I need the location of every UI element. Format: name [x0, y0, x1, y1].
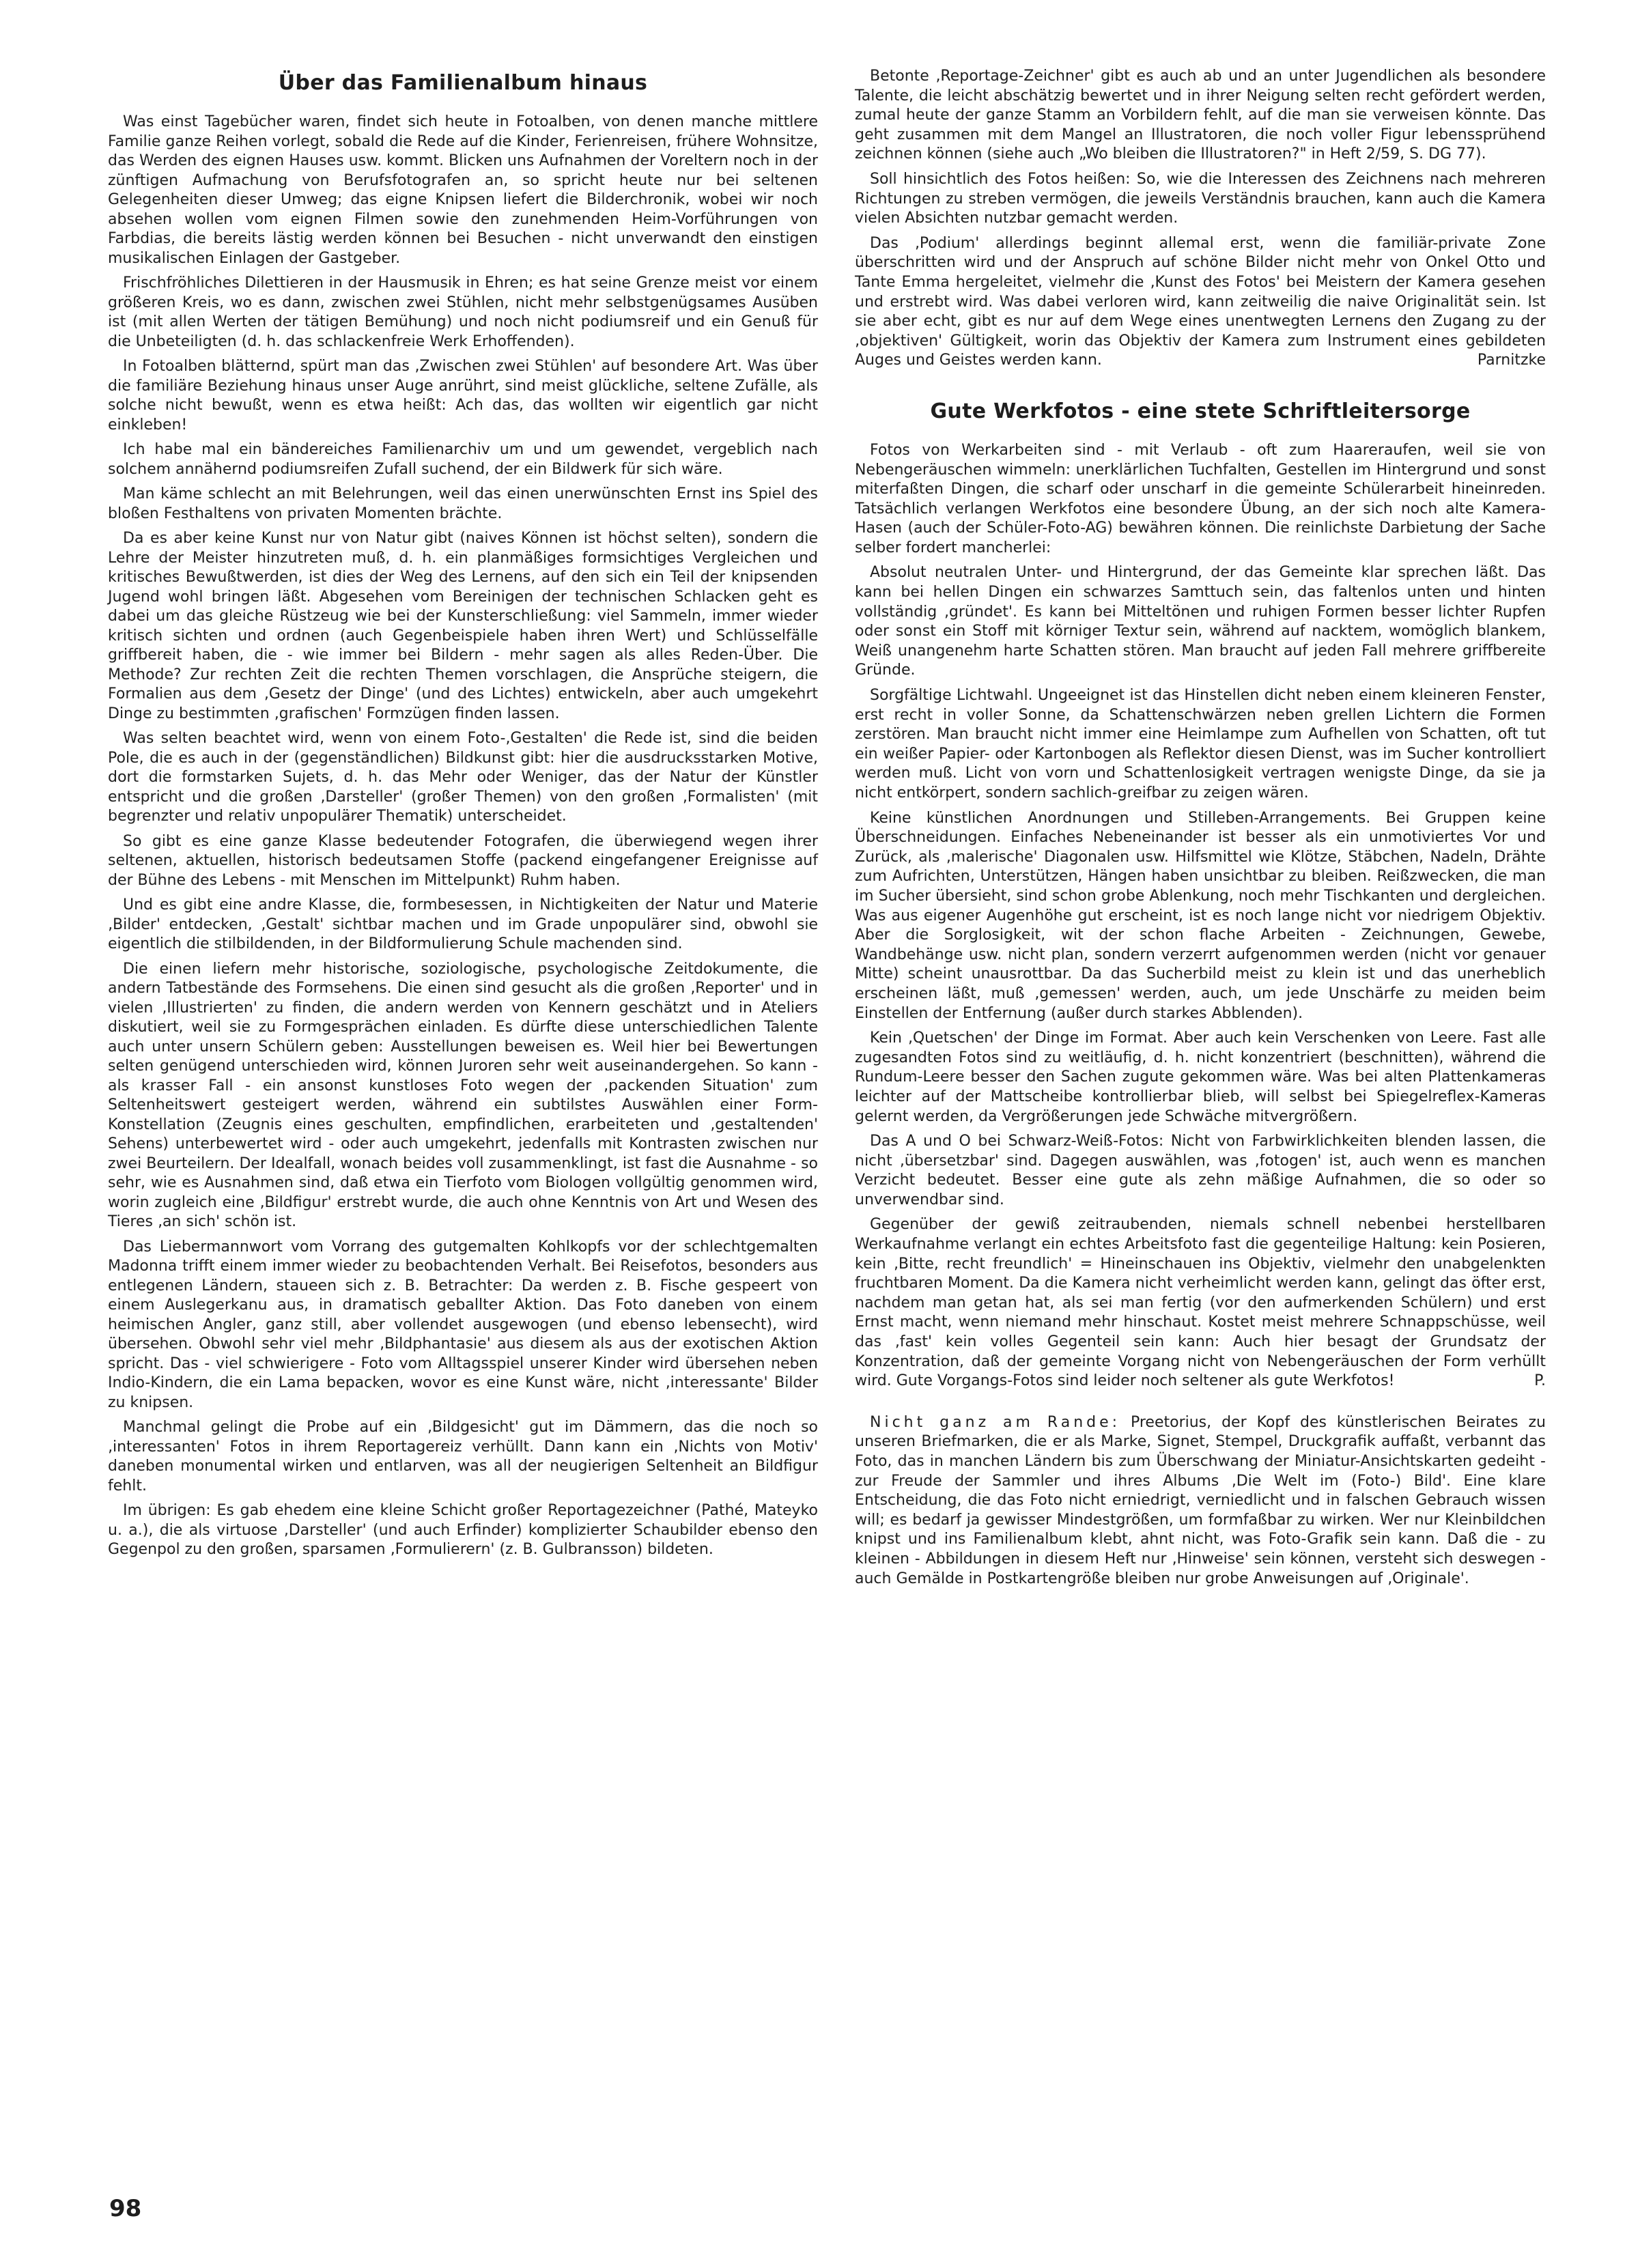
- paragraph: Ich habe mal ein bändereiches Familienarchiv um und um gewendet, vergeblich nach solchem annähernd podiumsreifen Zufall suchend, der ein Bildwerk für sich wäre.: [108, 441, 818, 478]
- article-title-werkfotos: Gute Werkfotos - eine stete Schriftleitersorge: [930, 399, 1471, 423]
- paragraph: Kein ‚Quetschen' der Dinge im Format. Aber auch kein Verschenken von Leere. Fast alle zugesandten Fotos sind zu weitläufig, d. h. nicht konzentriert (beschnitten), während die Rundum-Leere besser den Sachen zugute gekommen wäre. Was bei alten Plattenkameras leichter auf der Mattscheibe kontrollierbar blieb, will selbst bei Spiegelreflex-Kameras gelernt werden, da Vergrößerungen jede Schwäche mitvergrößern.: [855, 1030, 1546, 1125]
- werkfotos-body: [855, 441, 1546, 1210]
- closing-text: Das ‚Podium' allerdings beginnt allemal erst, wenn die familiär-private Zone überschritten wird und der Anspruch auf schöne Bilder nicht mehr von Onkel Otto und Tante Emma hergeleitet, vielmehr die ‚Kunst des Fotos' bei Meistern der Kamera gesehen und erstrebt wird. Was dabei verloren wird, kann zeitweilig die naive Originalität sein. Ist sie aber echt, gibt es nur auf dem Wege eines unentwegten Lernens den Zugang zu der ‚objektiven' Gültigkeit, worin das Objektiv der Kamera zum Instrument eines gebildeten Auges und Geistes werden kann.: [855, 234, 1546, 369]
- paragraph: Sorgfältige Lichtwahl. Ungeeignet ist das Hinstellen dicht neben einem kleineren Fenster, erst recht in voller Sonne, da Schattenschwärzen neben grellen Lichtern die Formen zerstören. Man braucht nicht immer eine Heimlampe zum Aufhellen von Schatten, oft tut ein weißer Papier- oder Kartonbogen als Reflektor diesen Dienst, was im Sucher kontrolliert werden muß. Licht von vorn und Schattenlosigkeit vertragen wenigste Dinge, da sie ja nicht entkörpert, sondern sachlich-greifbar zu zeigen wären.: [855, 687, 1546, 802]
- author-signature: Parnitzke: [1477, 352, 1546, 369]
- paragraph: Das A und O bei Schwarz-Weiß-Fotos: Nicht von Farbwirklichkeiten blenden lassen, die nicht ‚übersetzbar' sind. Dagegen auswählen, was ‚fotogen' ist, auch wenn es manchen Verzicht bedeutet. Besser eine gute als zehn mäßige Aufnahmen, die so oder so unverwendbar sind.: [855, 1133, 1546, 1208]
- paragraph: Was einst Tagebücher waren, findet sich heute in Fotoalben, von denen manche mittlere Familie ganze Reihen vorlegt, sobald die Rede auf die Kinder, Ferienreisen, frühere Wohnsitze, das Werden des eignen Hauses usw. kommt. Blicken uns Aufnahmen der Voreltern noch in der zünftigen Aufmachung von Berufsfotografen an, so spricht heute nur bei seltenen Gelegenheiten dieser Umweg; das eigne Knipsen liefert die Bilderchronik, wobei wir noch absehen wollen vom eignen Filmen sowie den zunehmenden Heim-Vorführungen von Farbdias, die bereits lästig werden können bei Besuchen - nicht unverwandt den einstigen musikalischen Einlagen der Gastgeber.: [108, 113, 818, 267]
- paragraph: Keine künstlichen Anordnungen und Stilleben-Arrangements. Bei Gruppen keine Überschneidungen. Einfaches Nebeneinander ist besser als ein unmotiviertes Vor und Zurück, als ‚malerische' Diagonalen usw. Hilfsmittel wie Klötze, Stäbchen, Nadeln, Drähte zum Aufrichten, Unterstützen, Hängen haben unsichtbar zu bleiben. Reißzwecken, die man im Sucher übersieht, sind schon grobe Ablenkung, noch mehr Tischkanten und dergleichen. Was aus eigener Augenhöhe gut erscheint, ist es noch lange nicht vor niedrigem Objektiv. Aber die Sorglosigkeit, wit der schon flache Arbeiten - Zeichnungen, Gewebe, Wandbehänge usw. nicht plan, sondern verzerrt aufgenommen werden (nicht vor genauer Mitte) scheint unausrottbar. Da das Sucherbild meist zu klein ist und das unerheblich erscheinen läßt, muß ‚gemessen' werden, auch, um jede Unschärfe zu meiden beim Einstellen der Entfernung (außer durch starkes Abblenden).: [855, 809, 1546, 1022]
- paragraph: Fotos von Werkarbeiten sind - mit Verlaub - oft zum Haareraufen, weil sie von Nebengeräuschen wimmeln: unerklärlichen Tuchfalten, Gestellen im Hintergrund und sonst miterfaßten Dingen, die scharf oder unscharf in die gemeinte Schülerarbeit hineinreden. Tatsächlich verlangen Werkfotos eine besondere Übung, an der sich noch alte Kamera-Hasen (auch der Schüler-Foto-AG) bewähren können. Die reinlichste Darbietung der Sache selber fordert mancherlei:: [855, 441, 1546, 556]
- closing-paragraph: [855, 234, 1546, 371]
- article-body: [108, 113, 818, 1560]
- paragraph: Soll hinsichtlich des Fotos heißen: So, wie die Interessen des Zeichnens nach mehreren Richtungen zu streben vermögen, die jeweils Verständnis brauchen, kann auch die Kamera vielen Absichten nutzbar gemacht werden.: [855, 170, 1546, 227]
- werkfotos-last-paragraph: [855, 1215, 1546, 1391]
- paragraph: Das Liebermannwort vom Vorrang des gutgemalten Kohlkopfs vor der schlechtgemalten Madonna trifft einem immer wieder zu beobachtenden Verhalt. Bei Reisefotos, besonders aus entlegenen Ländern, staueen sich z. B. Betrachter: Da werden z. B. Fische gespeert von einem Auslegerkanu aus, in dramatisch geballter Aktion. Das Foto daneben von einem heimischen Angler, ganz still, aber vollendet ausgewogen (und ebenso lebensecht), wird übersehen. Obwohl sehr viel mehr ‚Bildphantasie' aus diesem als aus der exotischen Aktion spricht. Das - viel schwierigere - Foto vom Alltagsspiel unserer Kinder wird übersehen neben Indio-Kindern, die ein Lama bepacken, wovor es eine Kunst wäre, nicht ‚interessante' Bilder zu knipsen.: [108, 1238, 818, 1411]
- paragraph: Absolut neutralen Unter- und Hintergrund, der das Gemeinte klar sprechen läßt. Das kann bei hellen Dingen ein schwarzes Samttuch sein, das faltenlos unten und hinten vollständig ‚gründet'. Es kann bei Mitteltönen und ruhigen Formen besser lichter Rupfen oder sonst ein Stoff mit körniger Textur sein, während auf nacktem, womöglich blankem, Weiß unangenehm harte Schatten stören. Man braucht auf jeden Fall mehrere griffbereite Gründe.: [855, 564, 1546, 679]
- paragraph: Im übrigen: Es gab ehedem eine kleine Schicht großer Reportagezeichner (Pathé, Mateyko u. a.), die als virtuose ‚Darsteller' (und auch Erfinder) komplizierter Schaubilder ebenso den Gegenpol zu den großen, sparsamen ‚Formulierern' (z. B. Gulbransson) bildeten.: [108, 1502, 818, 1558]
- paragraph: Man käme schlecht an mit Belehrungen, weil das einen unerwünschten Ernst ins Spiel des bloßen Festhaltens von privaten Momenten brächte.: [108, 485, 818, 522]
- margin-note-text: Preetorius, der Kopf des künstlerischen Beirates zu unseren Briefmarken, die er als Marke, Signet, Stempel, Druckgrafik auffaßt, verbannt das Foto, das in manchen Ländern bis zum Überschwang der Miniatur-Ansichtskarten gedeiht - zur Freude der Sammler und ihres Albums ‚Die Welt im (Foto-) Bild'. Eine klare Entscheidung, die das Foto nicht erniedrigt, verniedlicht und in falschen Gebrauch wissen will; es bedarf ja gewisser Mindestgrößen, um formfaßbar zu wirken. Wer nur Kleinbildchen knipst und ins Familienalbum klebt, ahnt nicht, was Foto-Grafik sein kann. Daß die - zu kleinen - Abbildungen in diesem Heft nur ‚Hinweise' sein können, versteht sich deswegen - auch Gemälde in Postkartengröße bleiben nur grobe Anweisungen auf ‚Originale'.: [855, 1413, 1546, 1587]
- left-column: [108, 67, 818, 1565]
- paragraph: Frischfröhliches Dilettieren in der Hausmusik in Ehren; es hat seine Grenze meist vor einem größeren Kreis, wo es dann, zwischen zwei Stühlen, nicht mehr selbstgenügsames Ausüben ist (mit allen Werten der tätigen Bemühung) und noch nicht podiumsreif und ein Genuß für die Unbeteiligten (d. h. das schlackenfreie Werk Erhoffenden).: [108, 274, 818, 350]
- author-signature-p: P.: [1534, 1372, 1546, 1390]
- paragraph: Was selten beachtet wird, wenn von einem Foto-‚Gestalten' die Rede ist, sind die beiden Pole, die es auch in der (gegenständlichen) Bildkunst gibt: hier die ausdrucksstarken Motive, dort die formstarken Sujets, d. h. das Mehr oder Weniger, das der Natur der Künstler entspricht und die großen ‚Darsteller' (großer Themen) von den großen ‚Formalisten' (mit begrenzter und relativ unpopulärer Thematik) unterscheidet.: [108, 730, 818, 825]
- article-continuation: [855, 67, 1546, 229]
- margin-note: [855, 1413, 1546, 1589]
- paragraph: Manchmal gelingt die Probe auf ein ‚Bildgesicht' gut im Dämmern, das die noch so ‚interessanten' Fotos in ihrem Reportagereiz verhüllt. Dann kann ein ‚Nichts von Motiv' daneben monumental wirken und entlarven, was all der neugierigen Seltenheit an Bildfigur fehlt.: [108, 1419, 818, 1494]
- page-number: 98: [109, 2195, 142, 2222]
- last-text: Gegenüber der gewiß zeitraubenden, niemals schnell nebenbei herstellbaren Werkaufnahme verlangt ein echtes Arbeitsfoto fast die gegenteilige Haltung: kein Posieren, kein ‚Bitte, recht freundlich' = Hineinschauen ins Objektiv, vielmehr den unabgelenkten fruchtbaren Moment. Da die Kamera nicht verheimlicht werden kann, gelingt das öfter erst, nachdem man getan hat, als sei man fertig (vor den aufmerkenden Schülern) und erst Ernst macht, wenn niemand mehr hinschaut. Kostet meist mehrere Schnappschüsse, weil das ‚fast' kein volles Gegenteil sein kann: Auch hier besagt der Grundsatz der Konzentration, daß der gemeinte Vorgang nicht von Nebengeräuschen der Form verhüllt wird. Gute Vorgangs-Fotos sind leider noch seltener als gute Werkfotos!: [855, 1216, 1546, 1390]
- right-column: [855, 67, 1546, 1594]
- paragraph: Da es aber keine Kunst nur von Natur gibt (naives Können ist höchst selten), sondern die Lehre der Meister hinzutreten muß, d. h. ein planmäßiges formsichtiges Vergleichen und kritisches Bewußtwerden, ist dies der Weg des Lernens, auf den sich ein Teil der knipsenden Jugend wohl bringen läßt. Abgesehen vom Bereinigen der technischen Schlacken geht es dabei um das gleiche Rüstzeug wie bei der Kunsterschließung: viel Sammeln, immer wieder kritisch sichten und ordnen (auch Gegenbeispiele haben ihren Wert) und Schlüsselfälle griffbereit haben, die - wie immer bei Bildern - mehr sagen als alles Reden-Über. Die Methode? Zur rechten Zeit die rechten Themen vorschlagen, die Ansprüche steigern, die Formalien aus dem ‚Gesetz der Dinge' (und des Lichtes) entwickeln, aber auch umgekehrt Dinge zu bestimmten ‚grafischen' Formzügen finden lassen.: [108, 530, 818, 722]
- paragraph: In Fotoalben blätternd, spürt man das ‚Zwischen zwei Stühlen' auf besondere Art. Was über die familiäre Beziehung hinaus unser Auge anrührt, sind meist glückliche, seltene Zufälle, als solche nicht bewußt, wenn es etwa heißt: Ach das, das wollten wir eigentlich gar nicht einkleben!: [108, 358, 818, 434]
- paragraph: So gibt es eine ganze Klasse bedeutender Fotografen, die überwiegend wegen ihrer seltenen, aktuellen, historisch bedeutsamen Stoffe (packend eingefangener Ereignisse auf der Bühne des Lebens - mit Menschen im Mittelpunkt) Ruhm haben.: [108, 832, 818, 889]
- paragraph: Betonte ‚Reportage-Zeichner' gibt es auch ab und an unter Jugendlichen als besondere Talente, die leicht abschätzig bewertet und in ihrer Neigung selten recht gefördert werden, zumal heute der ganze Stamm an Vorbildern fehlt, auf die man sie verweisen könnte. Das geht zusammen mit dem Mangel an Illustratoren, die noch voller Figur lebenssprühend zeichnen können (siehe auch „Wo bleiben die Illustratoren?" in Heft 2/59, S. DG 77).: [855, 68, 1546, 163]
- margin-note-label: Nicht ganz am Rande:: [870, 1413, 1121, 1431]
- paragraph: Und es gibt eine andre Klasse, die, formbesessen, in Nichtigkeiten der Natur und Materie ‚Bilder' entdecken, ‚Gestalt' sichtbar machen und im Grade unpopulärer sind, obwohl sie eigentlich die stilbildenden, in der Bildformulierung Schule machenden sind.: [108, 896, 818, 952]
- article-title: Über das Familienalbum hinaus: [278, 71, 648, 95]
- paragraph: Die einen liefern mehr historische, soziologische, psychologische Zeitdokumente, die andern Tatbestände des Formsehens. Die einen sind gesucht als die großen ‚Reporter' und in vielen ‚Illustrierten' zu finden, die andern werden von Kennern geschätzt und in Ateliers diskutiert, weil sie zu Formgesprächen einladen. Es dürfte diese unterschiedlichen Talente auch unter unsern Schülern geben: Ausstellungen beweisen es. Weil hier bei Bewertungen selten genügend unterschieden wird, können Juroren sehr weit auseinandergehen. So kann - als krasser Fall - ein ansonst kunstloses Foto wegen der ‚packenden Situation' zum Seltenheitswert gesteigert werden, während ein subtilstes Auswählen einer Form-Konstellation (Zeugnis eines geschulten, empfindlichen, erarbeiteten und ‚gestaltenden' Sehens) unterbewertet wird - oder auch umgekehrt, jedenfalls mit Kontrasten zwischen nur zwei Beurteilern. Der Idealfall, wonach beides voll zusammenklingt, ist fast die Ausnahme - so sehr, wie es Ausnahmen sind, daß etwa ein Tierfoto vom Biologen vollgültig genommen wird, worin zugleich eine ‚Bildfigur' erstrebt wurde, die auch ohne Kenntnis von Art und Wesen des Tieres ‚an sich' schön ist.: [108, 960, 818, 1230]
